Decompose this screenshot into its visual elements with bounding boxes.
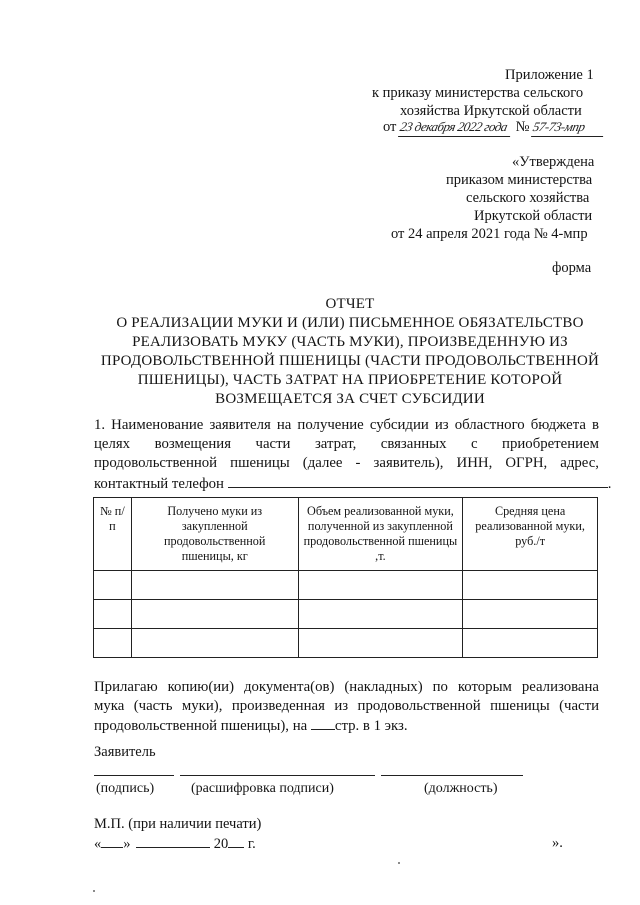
title-line2: О РЕАЛИЗАЦИИ МУКИ И (ИЛИ) ПИСЬМЕННОЕ ОБЯЗАТЕЛЬСТВО (116, 315, 584, 331)
appendix-order-line (383, 118, 605, 137)
table-cell[interactable] (131, 600, 298, 629)
form-label: форма (552, 260, 592, 276)
appendix-from-label: от (383, 119, 397, 135)
date-close-quote: » (123, 836, 131, 852)
sign-line[interactable] (94, 775, 174, 776)
scan-speck (93, 890, 95, 892)
section1-line1: 1. Наименование заявителя на получение субсидии из областного бюджета в (94, 417, 599, 433)
table-header-cell: Средняя цена реализованной муки, руб./т (463, 498, 598, 571)
table-header-row (94, 498, 598, 571)
closing-quote: ». (552, 835, 563, 851)
table-header-cell: № п/п (94, 498, 132, 571)
year-prefix: 20 (213, 836, 229, 852)
table-header-cell: Объем реализованной муки, полученной из закупленной продовольственной пшеницы ,т. (298, 498, 463, 571)
year-field[interactable] (228, 834, 244, 848)
title-line3: РЕАЛИЗОВАТЬ МУКУ (ЧАСТЬ МУКИ), ПРОИЗВЕДЕННУЮ ИЗ (132, 334, 568, 350)
contact-phone-end: . (607, 476, 612, 492)
report-table (93, 497, 598, 658)
sign-label: (подпись) (96, 781, 155, 796)
attachment-line3-pre: продовольственной пшеницы), на (94, 718, 308, 734)
applicant-label: Заявитель (94, 744, 156, 760)
appendix-line3: хозяйства Иркутской области (400, 103, 582, 119)
table-header-cell: Получено муки из закупленной продовольственной пшеницы, кг (131, 498, 298, 571)
table-cell[interactable] (463, 571, 598, 600)
table-cell[interactable] (298, 600, 463, 629)
stamp-label: М.П. (при наличии печати) (94, 816, 262, 832)
decode-line[interactable] (180, 775, 375, 776)
appendix-number-handwritten: 57-73-мпр (531, 118, 607, 137)
title-line5: ПШЕНИЦЫ), ЧАСТЬ ЗАТРАТ НА ПРИОБРЕТЕНИЕ КОТОРОЙ (137, 372, 563, 388)
decode-label: (расшифровка подписи) (191, 781, 334, 796)
approved-line3: сельского хозяйства (466, 190, 590, 206)
day-field[interactable] (101, 834, 123, 848)
table-cell[interactable] (94, 600, 132, 629)
pages-count-field[interactable] (311, 716, 335, 730)
report-title (90, 295, 610, 409)
table-cell[interactable] (131, 571, 298, 600)
attachment-line2: мука (часть муки), произведенная из продовольственной пшеницы (части (94, 698, 599, 714)
position-label: (должность) (424, 781, 498, 796)
approved-line4: Иркутской области (474, 208, 593, 224)
attachment-line1: Прилагаю копию(ии) документа(ов) (накладных) по которым реализована (94, 679, 599, 695)
date-open-quote: « (94, 836, 102, 852)
table-cell[interactable] (463, 600, 598, 629)
attachment-line3-post: стр. в 1 экз. (334, 718, 408, 734)
appendix-number-label: № (515, 119, 530, 135)
contact-phone-label: контактный телефон (94, 476, 224, 492)
year-suffix: г. (247, 836, 256, 852)
month-field[interactable] (136, 834, 210, 848)
attachment-paragraph (94, 678, 599, 736)
section1-line4 (94, 473, 612, 494)
appendix-line1: Приложение 1 (505, 67, 594, 83)
approved-line5: от 24 апреля 2021 года № 4-мпр (391, 226, 588, 242)
table-row (94, 571, 598, 600)
appendix-line2: к приказу министерства сельского (372, 85, 584, 101)
section1-line3: продовольственной пшеницы (далее - заявитель), ИНН, ОГРН, адрес, (94, 455, 599, 471)
table-cell[interactable] (94, 571, 132, 600)
scan-speck (398, 862, 400, 864)
table-cell[interactable] (298, 629, 463, 658)
table-row (94, 629, 598, 658)
table-cell[interactable] (94, 629, 132, 658)
approved-line1: «Утверждена (512, 154, 595, 170)
table-cell[interactable] (131, 629, 298, 658)
appendix-date-handwritten: 23 декабря 2022 года (398, 118, 514, 137)
attachment-line3 (94, 716, 599, 736)
contact-phone-field[interactable] (228, 473, 608, 488)
title-line6: ВОЗМЕЩАЕТСЯ ЗА СЧЕТ СУБСИДИИ (215, 391, 485, 407)
table-cell[interactable] (298, 571, 463, 600)
table-row (94, 600, 598, 629)
table-cell[interactable] (463, 629, 598, 658)
position-line[interactable] (381, 775, 523, 776)
section1 (94, 416, 612, 494)
title-line4: ПРОДОВОЛЬСТВЕННОЙ ПШЕНИЦЫ (ЧАСТИ ПРОДОВОЛЬСТВЕННОЙ (100, 353, 600, 369)
section1-line2: целях возмещения части затрат, связанных с приобретением (94, 436, 599, 452)
date-line (94, 834, 256, 853)
title-line1: ОТЧЕТ (325, 296, 375, 312)
approved-line2: приказом министерства (446, 172, 593, 188)
